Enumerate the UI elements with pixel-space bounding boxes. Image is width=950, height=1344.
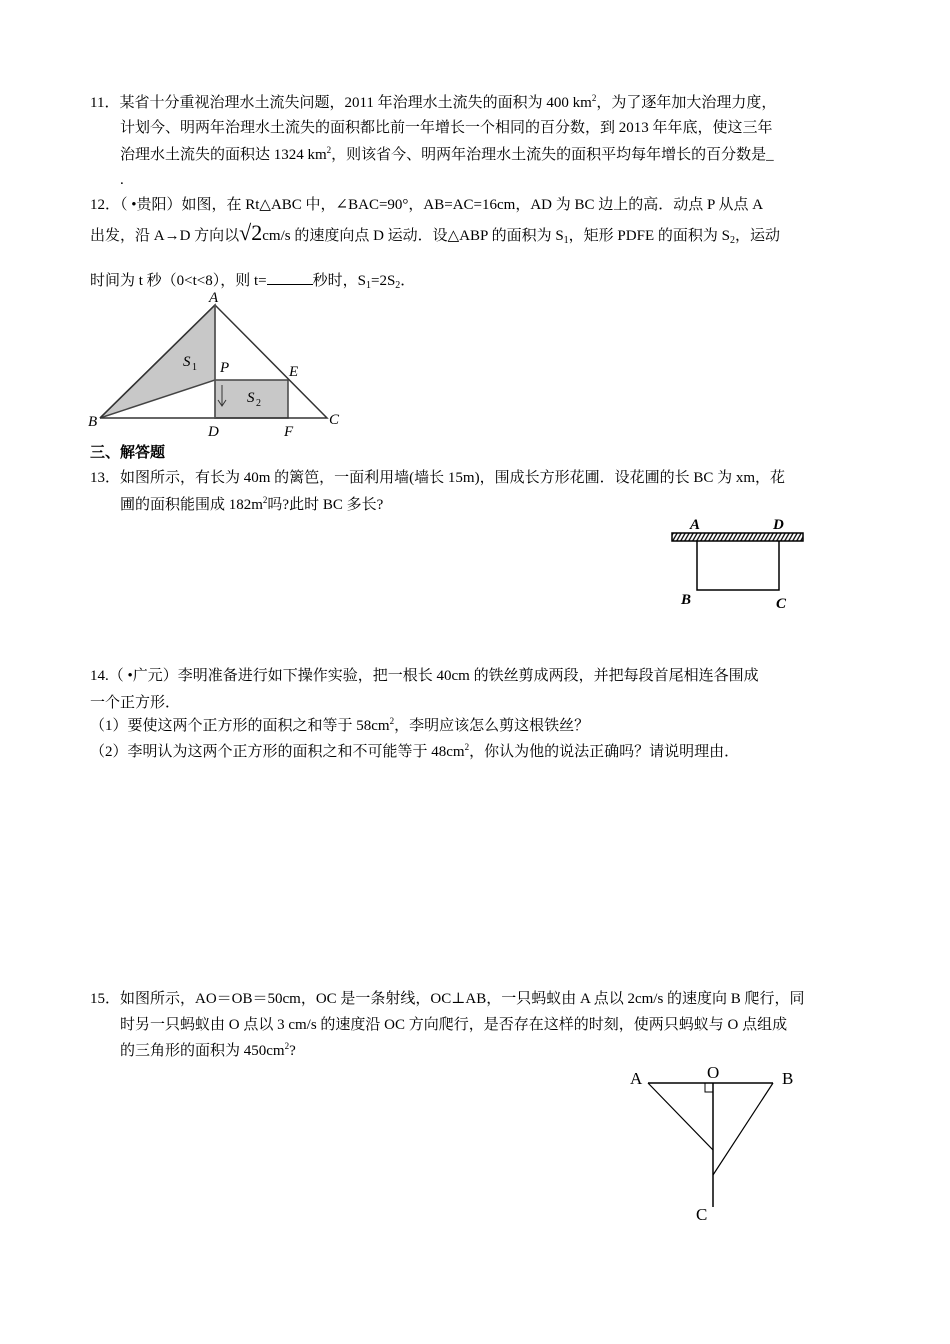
- subscript: 1: [563, 235, 569, 246]
- q14-line-2: 一个正方形．: [90, 695, 181, 711]
- text: cm/s 的速度向点 D 运动．设△ABP 的面积为 S: [262, 228, 564, 244]
- label-s2: S: [247, 390, 255, 406]
- q14-line-1: 14.（ •广元）李明准备进行如下操作实验，把一根长 40cm 的铁丝剪成两段，并把每段首尾相连各围成: [90, 668, 759, 684]
- text: （1）要使这两个正方形的面积之和等于 58cm: [90, 718, 390, 734]
- label-e: E: [289, 364, 299, 380]
- subscript: 1: [365, 280, 371, 291]
- text: =2S: [370, 273, 396, 289]
- label-d: D: [208, 424, 219, 440]
- q12-line-1: 12．（ •贵阳）如图，在 Rt△ABC 中，∠BAC=90°，AB=AC=16cm，AD 为 BC 边上的高．动点 P 从点 A: [90, 197, 764, 213]
- label-c: C: [696, 1205, 708, 1224]
- text: 治理水土流失的面积达 1324 km: [120, 147, 327, 163]
- label-b: B: [782, 1069, 794, 1088]
- superscript: 2: [591, 93, 597, 103]
- label-f: F: [284, 424, 294, 440]
- text: 吗?此时 BC 多长?: [267, 497, 384, 513]
- label-a: A: [209, 290, 219, 306]
- q11-line-2: 计划今、明两年治理水土流失的面积都比前一年增长一个相同的百分数，到 2013 年年底，使这三年: [120, 120, 773, 136]
- text: ，你认为他的说法正确吗？请说明理由．: [469, 744, 740, 760]
- text: 圃的面积能围成 182m: [120, 497, 263, 513]
- text: ，运动: [734, 228, 780, 244]
- q15-line-1: 15．如图所示，AO＝OB＝50cm，OC 是一条射线，OC⊥AB，一只蚂蚁由 A 点以 2cm/s 的速度向 B 爬行，同: [90, 991, 805, 1007]
- label-a: A: [630, 1069, 643, 1088]
- label-s1-sub: 1: [192, 362, 197, 373]
- label-p: P: [220, 360, 230, 376]
- superscript: 2: [389, 716, 395, 726]
- subscript: 2: [395, 280, 401, 291]
- text: ．: [400, 273, 416, 289]
- label-c: C: [329, 412, 340, 428]
- q11-line-4: .: [120, 172, 124, 188]
- label-b: B: [681, 592, 692, 608]
- segment-b-to-oc: [713, 1083, 773, 1175]
- text: （2）李明认为这两个正方形的面积之和不可能等于 48cm: [90, 744, 465, 760]
- superscript: 2: [284, 1041, 290, 1051]
- text: ，则该省今、明两年治理水土流失的面积平均每年增长的百分数是_: [331, 147, 774, 163]
- label-b: B: [88, 414, 98, 430]
- right-angle-mark: [705, 1083, 713, 1092]
- label-o: O: [707, 1063, 720, 1082]
- subscript: 2: [729, 235, 735, 246]
- text: 时间为 t 秒（0<t<8），则 t=: [90, 273, 267, 289]
- text: 11．某省十分重视治理水土流失问题，2011 年治理水土流失的面积为 400 km: [90, 95, 592, 111]
- text: ，矩形 PDFE 的面积为 S: [568, 228, 730, 244]
- sqrt-symbol: √2: [239, 220, 263, 245]
- superscript: 2: [464, 742, 470, 752]
- label-a: A: [690, 517, 701, 533]
- label-d: D: [773, 517, 784, 533]
- text: 秒时，S: [312, 273, 366, 289]
- superscript: 2: [262, 495, 268, 505]
- label-c: C: [776, 596, 787, 612]
- label-s1: S: [183, 354, 191, 370]
- text: ?: [289, 1043, 296, 1059]
- segment-a-to-oc: [648, 1083, 713, 1150]
- text: ，为了逐年加大治理力度，: [596, 95, 777, 111]
- text: 出发，沿 A→D 方向以: [90, 228, 240, 244]
- text: ，李明应该怎么剪这根铁丝？: [394, 718, 590, 734]
- q15-line-2: 时另一只蚂蚁由 O 点以 3 cm/s 的速度沿 OC 方向爬行，是否存在这样的时刻，使两只蚂蚁与 O 点组成: [120, 1017, 788, 1033]
- superscript: 2: [326, 145, 332, 155]
- q13-line-1: 13．如图所示，有长为 40m 的篱笆，一面利用墙(墙长 15m)，围成长方形花圃．设花圃的长 BC 为 xm，花: [90, 470, 786, 486]
- text: 的三角形的面积为 450cm: [120, 1043, 285, 1059]
- section-heading: 三、解答题: [90, 445, 166, 461]
- label-s2-sub: 2: [256, 398, 261, 409]
